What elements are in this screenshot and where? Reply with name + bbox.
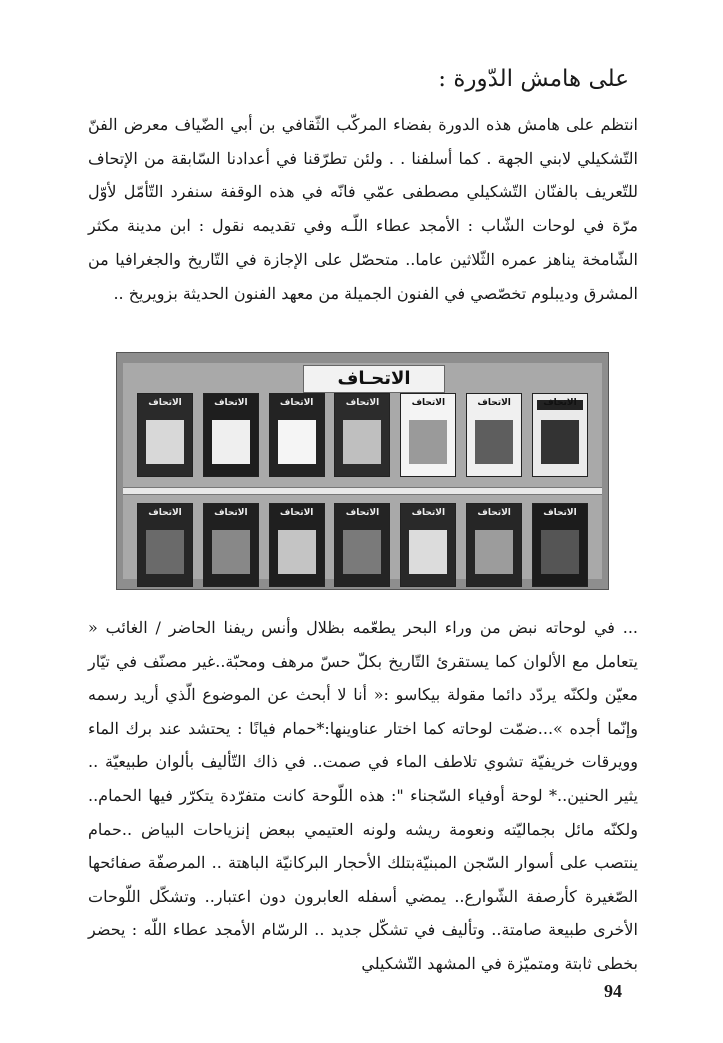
magazine-cover xyxy=(532,503,588,587)
paragraph-description: ... في لوحاته نبض من وراء البحر يطعّمه بظلال وأنس ريفنا الحاضر / الغائب « يتعامل مع الألوان كما يستقرئ التّاريخ بكلّ حسّ مرهف ومحبّة..غير مصنّف في تيّار معيّن ولكنّه يردّد دائما مقولة بيكاسو :« أنا لا أبحث عن الموضوع الّذي أريد رسمه وإنّما أجده »...ضمّت لوحاته كما اختار عناوينها:*حمام فيانًا : يحتشد عند برك الماء وويرقات خريفيّة تشوي تلاطف الماء في صمت.. في ذاك التّأليف بألوان طبيعيّة .. يثير الحنين..* لوحة أوفياء السّجناء ": هذه اللّوحة كانت متفرّدة يتكرّر فيها الحمام.. ولكنّه مائل بجماليّته ونعومة ريشه ولونه العتيمي ببعض إنزياحات البياض ..حمام ينتصب على أسوار السّجن المبنيّةبتلك الأحجار البركانيّة الباهتة .. المرصفّة صفائحها الصّغيرة كأرصفة الشّوارع.. يمضي أسفله العابرون دون اعتبار.. وتشكّل اللّوحات الأخرى طبيعة صامتة.. وتأليف في تشكّل جديد .. الرسّام الأمجد عطاء اللّه : يحضر بخطى ثابتة ومتميّزة في المشهد التّشكيلي xyxy=(88,618,638,973)
cover-masthead: الاتحاف xyxy=(214,398,248,408)
cover-masthead: الاتحاف xyxy=(477,508,511,518)
display-board xyxy=(123,363,602,579)
page-number: 94 xyxy=(604,981,622,1001)
top-cover-row xyxy=(123,393,602,481)
magazine-cover xyxy=(532,393,588,477)
cover-masthead: الاتحاف xyxy=(345,508,380,518)
cover-masthead: الاتحاف xyxy=(279,508,314,518)
magazine-cover xyxy=(400,393,456,477)
magazine-cover xyxy=(269,393,325,477)
cover-masthead: الاتحاف xyxy=(411,508,446,518)
cover-masthead: الاتحاف xyxy=(279,398,314,408)
bottom-cover-row xyxy=(123,503,602,590)
cover-masthead: الاتحاف xyxy=(148,508,182,518)
section-heading: على هامش الدّورة : xyxy=(438,66,629,92)
cover-masthead: الاتحاف xyxy=(543,398,577,408)
magazine-cover xyxy=(203,503,259,587)
cover-masthead: الاتحاف xyxy=(148,398,182,408)
magazine-cover xyxy=(269,503,325,587)
photo-sign: الاتحـاف xyxy=(303,365,445,393)
magazine-cover xyxy=(137,503,193,587)
cover-masthead: الاتحاف xyxy=(345,398,380,408)
magazine-cover xyxy=(400,503,456,587)
magazine-cover xyxy=(466,393,522,477)
magazine-covers-photo xyxy=(116,352,609,590)
magazine-cover xyxy=(466,503,522,587)
display-rail xyxy=(123,487,602,495)
cover-masthead: الاتحاف xyxy=(411,398,446,408)
magazine-cover xyxy=(334,503,390,587)
magazine-cover xyxy=(334,393,390,477)
magazine-cover xyxy=(137,393,193,477)
cover-masthead: الاتحاف xyxy=(477,398,511,408)
paragraph-intro: انتظم على هامش هذه الدورة بفضاء المركّب الثّقافي بن أبي الضّياف معرض الفنّ التّشكيلي لابني الجهة . كما أسلفنا . . ولئن تطرّقنا في أعدادنا السّابقة من الإتحاف للتّعريف بالفنّان التّشكيلي مصطفى عمّي فانّه في هذه الوقفة سنفرد التّأمّل لأوّل مرّة في لوحات الشّاب : الأمجد عطاء اللّـه وفي تقديمه نقول : ابن مدينة مكثر الشّامخة يناهز عمره الثّلاثين عاما.. متحصّل على الإجازة في التّاريخ والجغرافيا من المشرق وديبلوم تخصّصي في الفنون الجميلة من معهد الفنون الحديثة بزويريخ .. xyxy=(88,115,638,303)
magazine-cover xyxy=(203,393,259,477)
cover-masthead: الاتحاف xyxy=(214,508,248,518)
cover-masthead: الاتحاف xyxy=(543,508,577,518)
